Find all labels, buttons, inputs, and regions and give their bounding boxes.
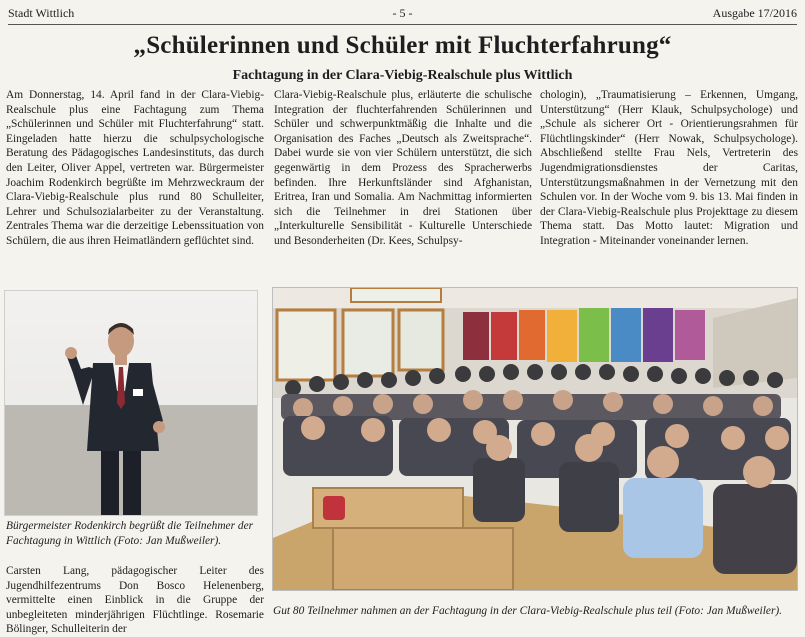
- page-header: [8, 6, 797, 24]
- speaker-figure: [63, 311, 183, 515]
- article-title: „Schülerinnen und Schüler mit Fluchterfahrung“: [133, 32, 672, 59]
- article-column-1-continued: Carsten Lang, pädagogischer Leiter des Jugendhilfezentrums Don Bosco Helenenberg, vermittelte einen Einblick in die Gruppe der unbegleiteten minderjährigen Flüchtlinge. Rosemarie Bölinger, Schulleiterin der: [6, 565, 264, 636]
- article-column-1: Am Donnerstag, 14. April fand in der Clara-Viebig-Realschule plus eine Fachtagung zum Thema „Schülerinnen und Schüler mit Fluchterfahrung“ statt. Eingeladen hatte hierzu die schulpsychologische Beratung des Pädagogisches Landesinstituts, das durch den Leiter, Oliver Appel, vertreten war. Bürgermeister Joachim Rodenkirch begrüßte im Mehrzweckraum der Clara-Viebig-Realschule plus rund 80 Schulleiter, Lehrer und Schulsozialarbeiter zu der Veranstaltung. Zentrales Thema war die derzeitige Lebenssituation von Schülern, die aus ihren Heimatländern geflüchtet sind.: [6, 89, 264, 247]
- article-subtitle: Fachtagung in der Clara-Viebig-Realschule plus Wittlich: [232, 68, 573, 83]
- header-rule: [8, 24, 797, 25]
- article-column-3: chologin), „Traumatisierung – Erkennen, Umgang, Unterstützung“ (Herr Klauk, Schulpsychologe) und „Schule als sicherer Ort - Orientierungsrahmen für Flüchtlingskinder“ (Herr Nowak, Schulpsychologe). Abschließend stellte Frau Nels, Vertreterin des Jugendmigrationsdienstes der Caritas, Unterstützungsmaßnahmen in der Vernetzung mit den Schulen vor. In der Woche vom 9. bis 13. Mai finden in der Clara-Viebig-Realschule plus Projekttage zu diesem Thema statt. Das Motto lautet: Migration und Integration - Miteinander voneinander lernen.: [540, 89, 798, 247]
- photo-audience: [272, 287, 798, 591]
- header-issue: Ausgabe 17/2016: [712, 6, 797, 20]
- caption-photo-speaker: Bürgermeister Rodenkirch begrüßt die Teilnehmer der Fachtagung in Wittlich (Foto: Jan Mußweiler).: [6, 520, 254, 547]
- photo-speaker: [4, 290, 258, 516]
- article-column-2: Clara-Viebig-Realschule plus, erläuterte die schulische Integration der fluchterfahrenden Schülerinnen und Schüler und schwerpunktmäßig die Inhalte und die Organisation des Faches „Deutsch als Zweitsprache“. Dabei wurde sie von vier Schülern unterstützt, die sich gegenwärtig in dem Prozess des Spracherwerbs befinden. Ihre Herkunftsländer sind Afghanistan, Eritrea, Iran und Somalia. Am Nachmittag informierten sich die Teilnehmer in drei Stationen über „Interkulturelle Sensibilität - Kulturelle Unterschiede und Besonderheiten (Dr. Kees, Schulpsy-: [274, 89, 532, 247]
- header-town: Stadt Wittlich: [8, 6, 75, 20]
- caption-photo-audience: Gut 80 Teilnehmer nahmen an der Fachtagung in der Clara-Viebig-Realschule plus teil (Foto: Jan Mußweiler).: [273, 605, 783, 617]
- audience-scene: [273, 288, 797, 590]
- header-page-number: - 5 -: [392, 6, 413, 20]
